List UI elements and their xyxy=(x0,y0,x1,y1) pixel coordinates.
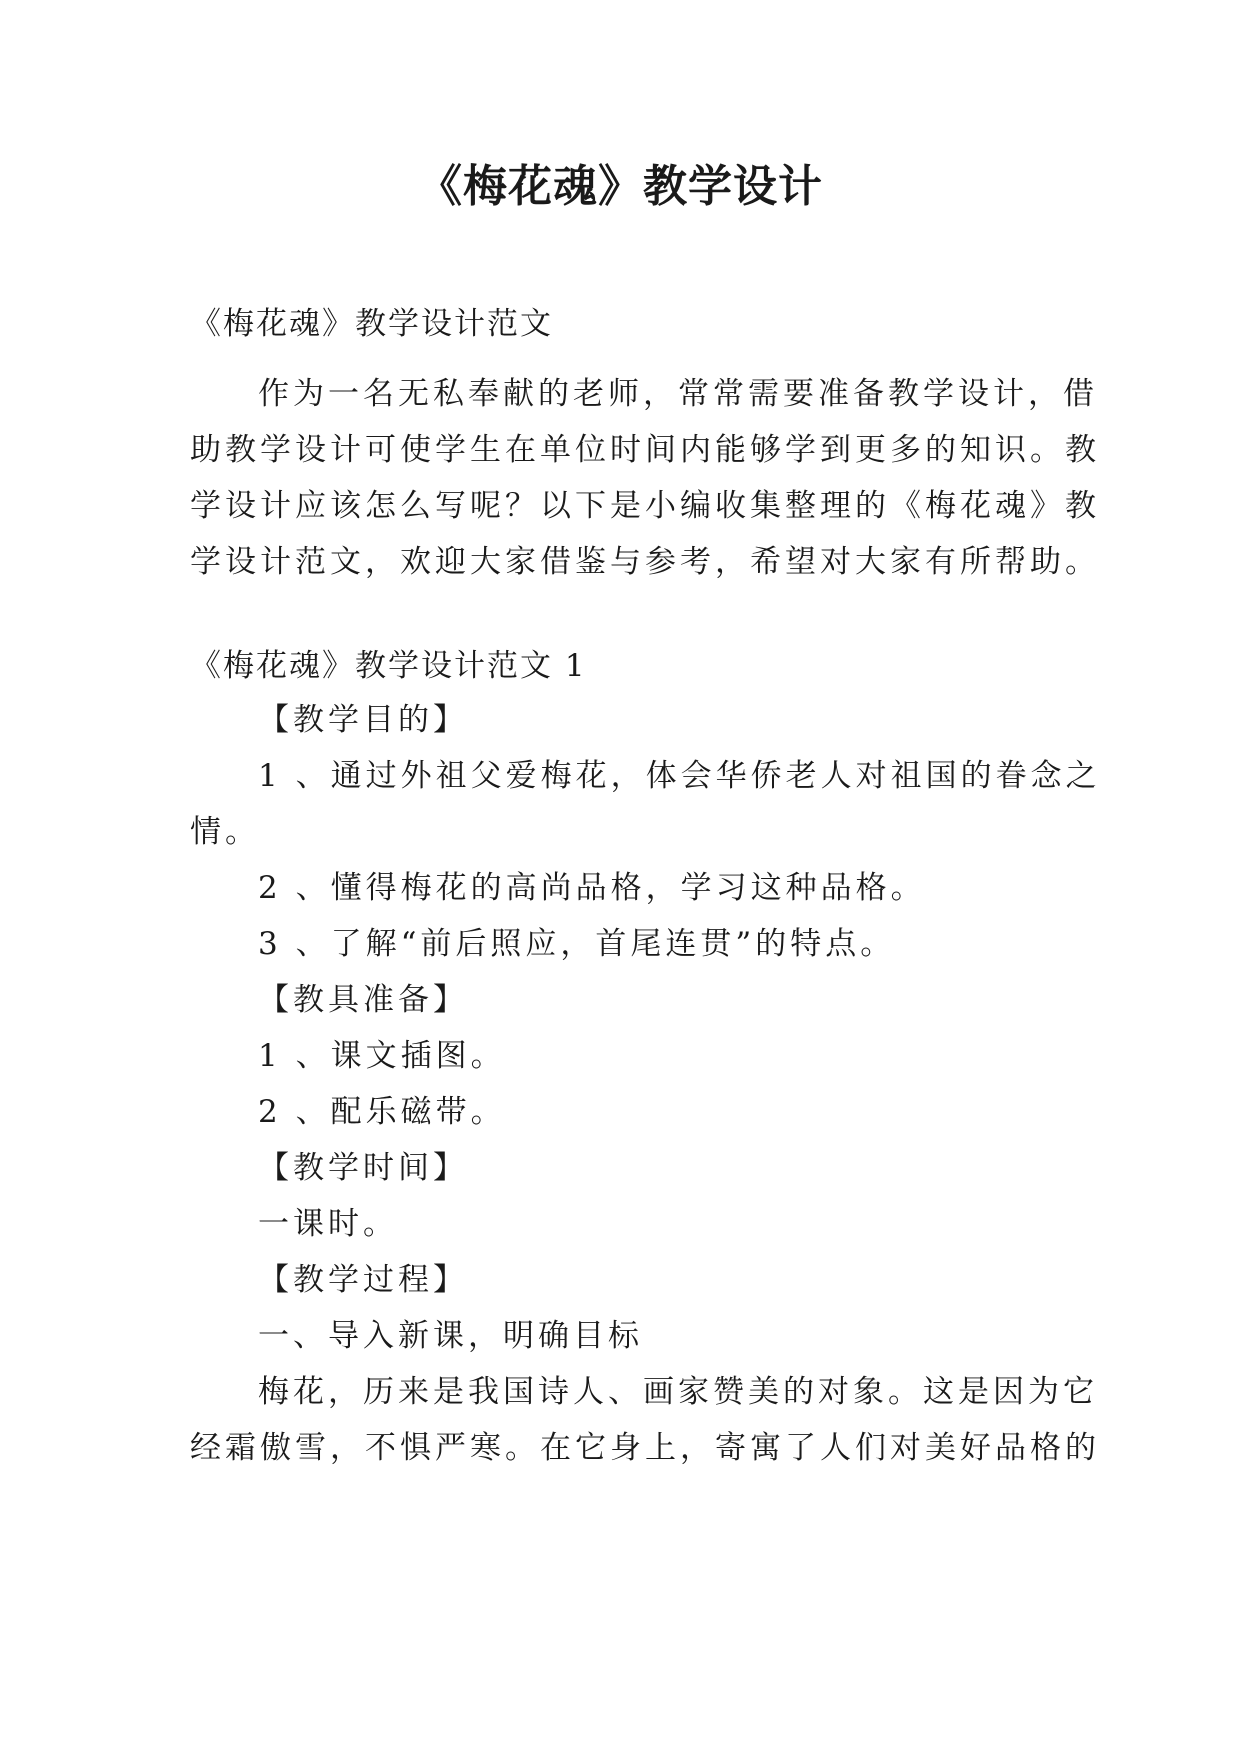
tools-item-1: 1 、课文插图。 xyxy=(258,1038,506,1074)
process-step-1: 一、导入新课，明确目标 xyxy=(258,1318,643,1354)
intro-line-3: 学设计应该怎么写呢？以下是小编收集整理的《梅花魂》教 xyxy=(190,488,1100,524)
document-title: 《梅花魂》教学设计 xyxy=(418,161,823,212)
goal-item-2: 2 、懂得梅花的高尚品格，学习这种品格。 xyxy=(258,870,926,906)
body-line-2: 经霜傲雪，不惧严寒。在它身上，寄寓了人们对美好品格的 xyxy=(190,1430,1100,1466)
intro-line-4: 学设计范文，欢迎大家借鉴与参考，希望对大家有所帮助。 xyxy=(190,544,1100,580)
goal-item-1: 1 、通过外祖父爱梅花，体会华侨老人对祖国的眷念之 xyxy=(258,758,1101,794)
goal-item-3: 3 、了解“前后照应，首尾连贯”的特点。 xyxy=(258,926,896,962)
intro-line-2: 助教学设计可使学生在单位时间内能够学到更多的知识。教 xyxy=(190,432,1100,468)
time-value: 一课时。 xyxy=(258,1206,398,1242)
process-heading: 【教学过程】 xyxy=(258,1262,468,1298)
goal-item-1-continued: 情。 xyxy=(190,814,260,850)
body-line-1: 梅花，历来是我国诗人、画家赞美的对象。这是因为它 xyxy=(258,1374,1098,1410)
tools-item-2: 2 、配乐磁带。 xyxy=(258,1094,506,1130)
goal-heading: 【教学目的】 xyxy=(258,702,468,738)
document-subtitle: 《梅花魂》教学设计范文 xyxy=(190,306,553,342)
time-heading: 【教学时间】 xyxy=(258,1150,468,1186)
intro-line-1: 作为一名无私奉献的老师，常常需要准备教学设计，借 xyxy=(258,376,1098,412)
section-title: 《梅花魂》教学设计范文 1 xyxy=(190,648,587,684)
tools-heading: 【教具准备】 xyxy=(258,982,468,1018)
